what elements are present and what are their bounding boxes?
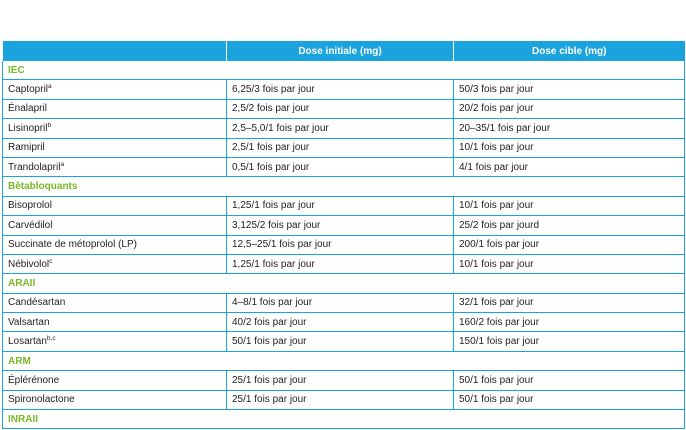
table-row bbox=[3, 196, 685, 215]
initial-dose-cell: 25/1 fois par jour bbox=[227, 390, 454, 409]
group-row bbox=[3, 61, 685, 80]
group-label: INRAII bbox=[3, 410, 685, 429]
drug-name: Losartan bbox=[8, 336, 47, 348]
table-row bbox=[3, 254, 685, 273]
table-header-row bbox=[3, 41, 685, 61]
target-dose-cell: 200/1 fois par jour bbox=[454, 235, 685, 254]
group-row bbox=[3, 274, 685, 293]
drug-name-cell bbox=[3, 157, 227, 176]
drug-name: Candésartan bbox=[8, 297, 66, 309]
target-dose-cell: 50/1 fois par jour bbox=[454, 390, 685, 409]
drug-name-cell bbox=[3, 254, 227, 273]
group-label: Bêtabloquants bbox=[3, 177, 685, 196]
footnote-marker: c bbox=[49, 257, 53, 265]
dose-table bbox=[2, 41, 685, 429]
target-dose-cell: 32/1 fois par jour bbox=[454, 293, 685, 312]
drug-name: Éplérénone bbox=[8, 374, 60, 386]
target-dose-cell: 50/3 fois par jour bbox=[454, 80, 685, 99]
table-row bbox=[3, 119, 685, 138]
dose-table-container bbox=[2, 41, 684, 429]
drug-name: Bisoprolol bbox=[8, 200, 52, 212]
target-dose-cell: 150/1 fois par jour bbox=[454, 332, 685, 351]
group-row bbox=[3, 177, 685, 196]
initial-dose-cell: 2,5/1 fois par jour bbox=[227, 138, 454, 157]
initial-dose-cell: 3,125/2 fois par jour bbox=[227, 216, 454, 235]
target-dose-cell: 10/1 fois par jour bbox=[454, 254, 685, 273]
drug-name-cell bbox=[3, 313, 227, 332]
footnote-marker: a bbox=[48, 83, 52, 91]
table-row bbox=[3, 216, 685, 235]
target-dose-cell: 50/1 fois par jour bbox=[454, 371, 685, 390]
drug-name: Énalapril bbox=[8, 103, 47, 115]
target-dose-cell: 25/2 fois par jourd bbox=[454, 216, 685, 235]
drug-name: Nébivolol bbox=[8, 258, 50, 270]
initial-dose-cell: 50/1 fois par jour bbox=[227, 332, 454, 351]
drug-name-cell bbox=[3, 99, 227, 118]
header-target-dose: Dose cible (mg) bbox=[454, 41, 685, 61]
initial-dose-cell: 40/2 fois par jour bbox=[227, 313, 454, 332]
footnote-marker: b,c bbox=[46, 335, 56, 343]
initial-dose-cell: 6,25/3 fois par jour bbox=[227, 80, 454, 99]
table-row bbox=[3, 80, 685, 99]
drug-name: Carvédilol bbox=[8, 219, 53, 231]
drug-name: Lisinopril bbox=[8, 122, 48, 134]
drug-name-cell bbox=[3, 371, 227, 390]
header-drug bbox=[3, 41, 227, 61]
drug-name-cell bbox=[3, 80, 227, 99]
table-body bbox=[3, 61, 685, 429]
group-row bbox=[3, 410, 685, 429]
table-row bbox=[3, 332, 685, 351]
drug-name-cell bbox=[3, 196, 227, 215]
initial-dose-cell: 12,5–25/1 fois par jour bbox=[227, 235, 454, 254]
table-row bbox=[3, 313, 685, 332]
group-label: IEC bbox=[3, 61, 685, 80]
table-row bbox=[3, 390, 685, 409]
initial-dose-cell: 2,5–5,0/1 fois par jour bbox=[227, 119, 454, 138]
table-row bbox=[3, 138, 685, 157]
target-dose-cell: 10/1 fois par jour bbox=[454, 196, 685, 215]
footnote-marker: a bbox=[60, 160, 65, 168]
group-label: ARAII bbox=[3, 274, 685, 293]
drug-name-cell bbox=[3, 332, 227, 351]
table-row bbox=[3, 99, 685, 118]
target-dose-cell: 10/1 fois par jour bbox=[454, 138, 685, 157]
drug-name-cell bbox=[3, 216, 227, 235]
target-dose-cell: 4/1 fois par jour bbox=[454, 157, 685, 176]
drug-name: Valsartan bbox=[8, 316, 50, 328]
target-dose-cell: 20/2 fois par jour bbox=[454, 99, 685, 118]
table-row bbox=[3, 293, 685, 312]
initial-dose-cell: 25/1 fois par jour bbox=[227, 371, 454, 390]
drug-name-cell bbox=[3, 119, 227, 138]
target-dose-cell: 160/2 fois par jour bbox=[454, 313, 685, 332]
drug-name: Ramipril bbox=[8, 142, 45, 154]
table-row bbox=[3, 235, 685, 254]
initial-dose-cell: 4–8/1 fois par jour bbox=[227, 293, 454, 312]
initial-dose-cell: 1,25/1 fois par jour bbox=[227, 196, 454, 215]
group-label: ARM bbox=[3, 351, 685, 370]
header-initial-dose: Dose initiale (mg) bbox=[227, 41, 454, 61]
drug-name: Trandolapril bbox=[8, 161, 61, 173]
initial-dose-cell: 0,5/1 fois par jour bbox=[227, 157, 454, 176]
drug-name-cell bbox=[3, 138, 227, 157]
drug-name: Succinate de métoprolol (LP) bbox=[8, 239, 137, 251]
footnote-marker: b bbox=[47, 121, 52, 129]
drug-name-cell bbox=[3, 293, 227, 312]
initial-dose-cell: 2,5/2 fois par jour bbox=[227, 99, 454, 118]
drug-name: Spironolactone bbox=[8, 394, 75, 406]
initial-dose-cell: 1,25/1 fois par jour bbox=[227, 254, 454, 273]
target-dose-cell: 20–35/1 fois par jour bbox=[454, 119, 685, 138]
drug-name-cell bbox=[3, 235, 227, 254]
group-row bbox=[3, 351, 685, 370]
drug-name-cell bbox=[3, 390, 227, 409]
table-row bbox=[3, 157, 685, 176]
table-row bbox=[3, 371, 685, 390]
drug-name: Captopril bbox=[8, 84, 49, 96]
